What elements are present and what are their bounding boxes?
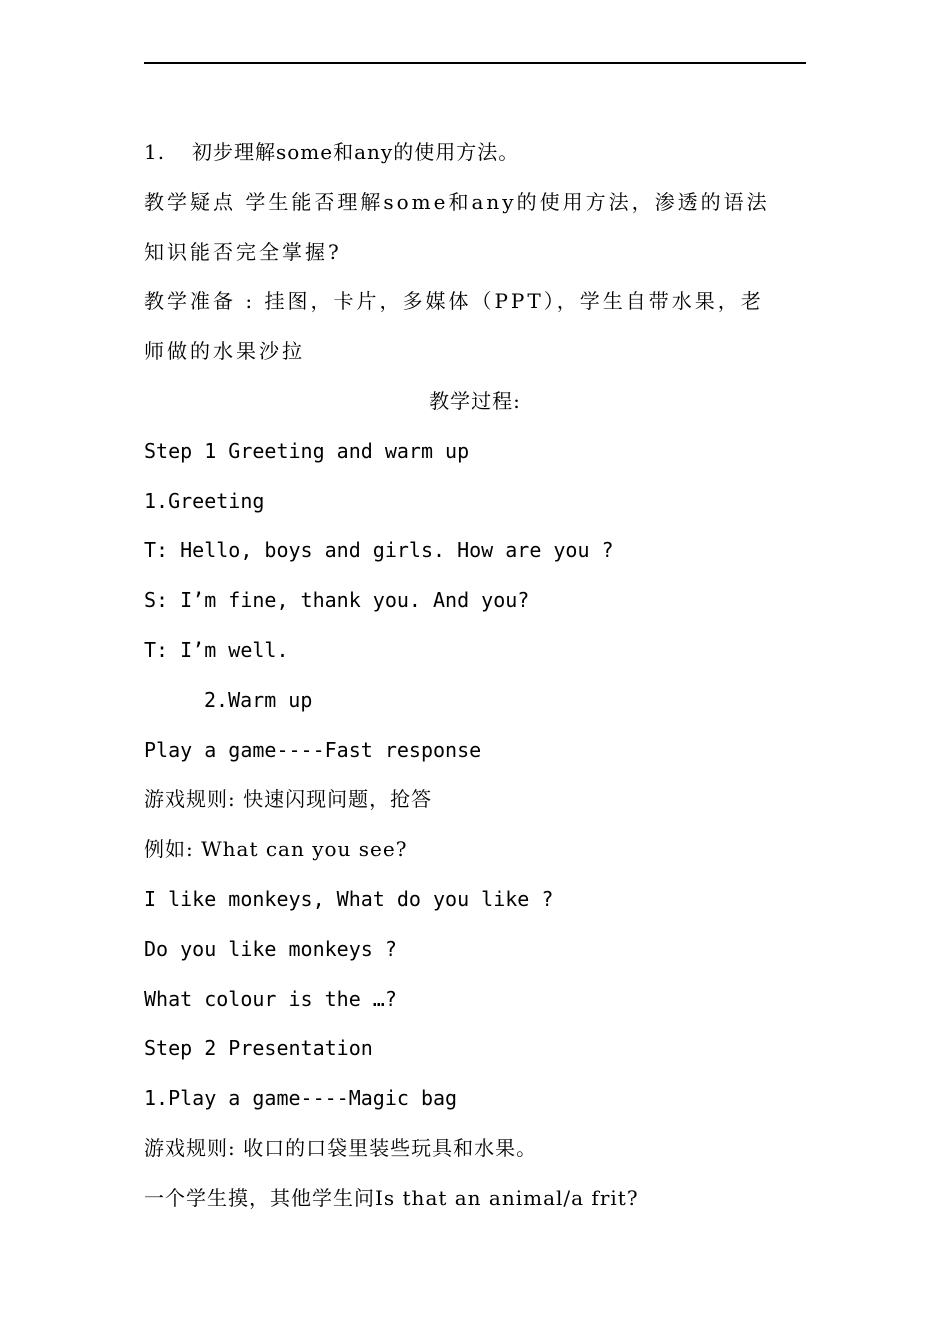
- prep-line-1: 教学准备 : 挂图，卡片，多媒体（PPT），学生自带水果，老: [144, 289, 764, 314]
- objective-text: 初步理解some和any的使用方法。: [192, 140, 520, 164]
- question-line-1: I like monkeys, What do you like ?: [144, 886, 554, 911]
- difficulty-line-2: 知识能否完全掌握?: [144, 239, 342, 264]
- game-magic-bag: 1.Play a game----Magic bag: [144, 1086, 458, 1111]
- dialogue-line-student: S: I’m fine, thank you. And you?: [144, 588, 530, 613]
- step-1-heading: Step 1 Greeting and warm up: [144, 438, 470, 463]
- process-heading: 教学过程:: [429, 388, 521, 413]
- game-fast-response: Play a game----Fast response: [144, 737, 482, 762]
- dialogue-line-teacher-2: T: I’m well.: [144, 637, 289, 662]
- question-line-3: What colour is the …?: [144, 986, 397, 1011]
- greeting-heading: 1.Greeting: [144, 488, 265, 513]
- game-rules-3: 一个学生摸，其他学生问Is that an animal/a frit?: [144, 1185, 639, 1210]
- step-2-heading: Step 2 Presentation: [144, 1036, 373, 1061]
- prep-line-2: 师做的水果沙拉: [144, 339, 305, 364]
- difficulty-line-1: 教学疑点 学生能否理解some和any的使用方法，渗透的语法: [144, 189, 770, 214]
- objective-line: [144, 132, 806, 182]
- header-rule: [144, 62, 806, 64]
- example-line: 例如: What can you see?: [144, 837, 408, 862]
- objective-number: 1.: [144, 140, 166, 164]
- warm-up-heading: 2.Warm up: [204, 687, 313, 712]
- game-rules-2: 游戏规则: 收口的口袋里装些玩具和水果。: [144, 1135, 538, 1160]
- document-body: [144, 132, 806, 1228]
- question-line-2: Do you like monkeys ?: [144, 936, 397, 961]
- dialogue-line-teacher-1: T: Hello, boys and girls. How are you ?: [144, 538, 614, 563]
- game-rules-1: 游戏规则: 快速闪现问题，抢答: [144, 787, 433, 812]
